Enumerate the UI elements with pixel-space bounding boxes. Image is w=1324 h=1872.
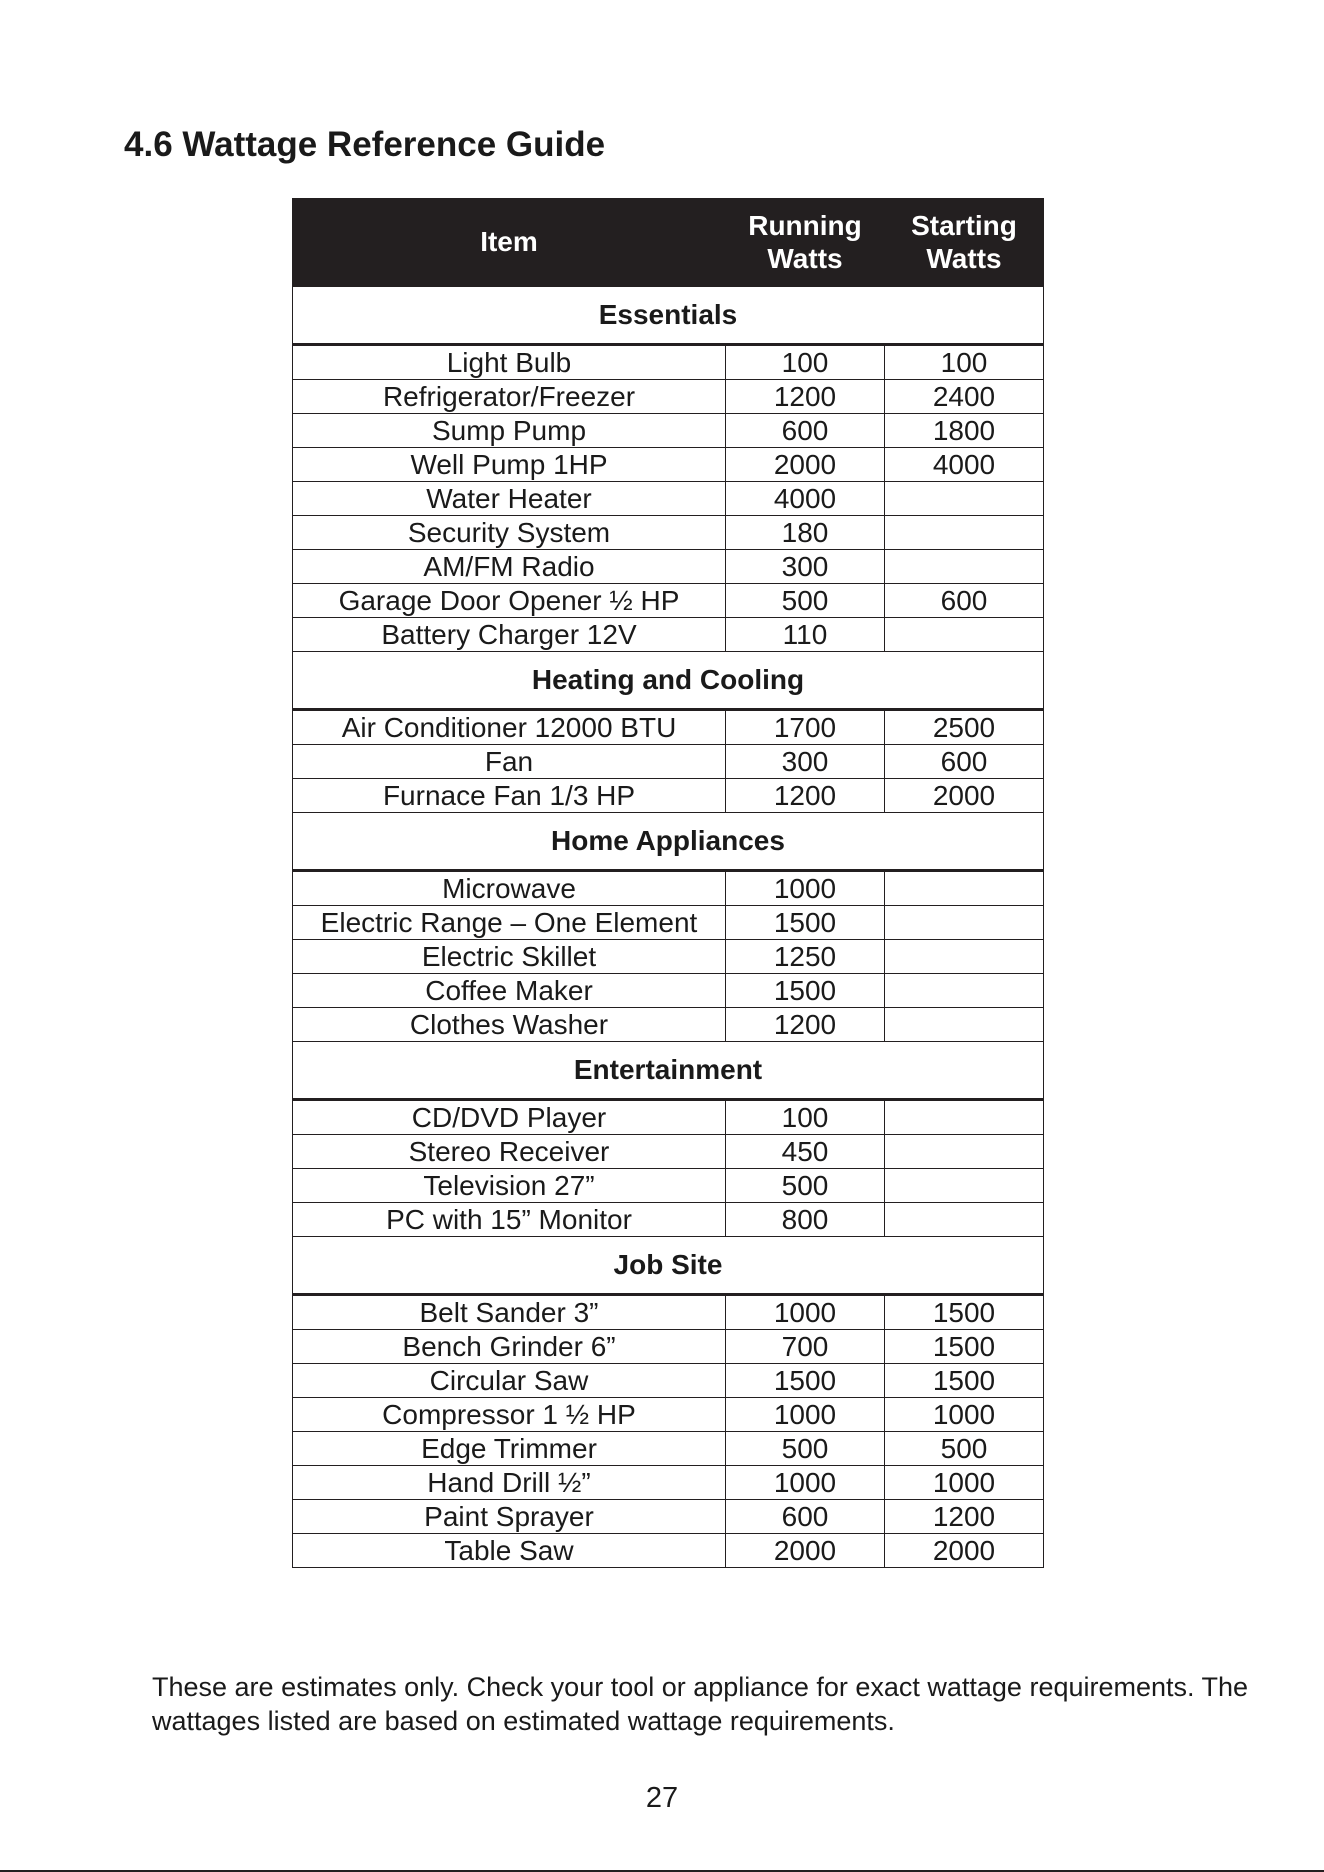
running-watts-cell: 1200 [726, 380, 885, 414]
running-watts-cell: 450 [726, 1135, 885, 1169]
table-row [293, 1100, 1044, 1135]
running-watts-cell: 2000 [726, 448, 885, 482]
page-number: 27 [645, 1782, 679, 1814]
running-watts-cell: 600 [726, 414, 885, 448]
running-watts-cell: 1200 [726, 1008, 885, 1042]
table-row [293, 550, 1044, 584]
table-row [293, 940, 1044, 974]
item-cell: Security System [293, 516, 726, 550]
starting-watts-cell: 500 [885, 1432, 1044, 1466]
item-cell: Battery Charger 12V [293, 618, 726, 652]
header-row [293, 199, 1044, 287]
table-row [293, 1203, 1044, 1237]
table-row [293, 710, 1044, 745]
starting-watts-cell: 2400 [885, 380, 1044, 414]
table-row [293, 1398, 1044, 1432]
running-watts-cell: 1000 [726, 871, 885, 906]
running-watts-cell: 1250 [726, 940, 885, 974]
table-row [293, 414, 1044, 448]
table-row [293, 618, 1044, 652]
starting-watts-cell [885, 871, 1044, 906]
item-cell: Refrigerator/Freezer [293, 380, 726, 414]
table-row [293, 482, 1044, 516]
running-watts-cell: 1500 [726, 974, 885, 1008]
running-watts-cell: 600 [726, 1500, 885, 1534]
item-cell: Light Bulb [293, 345, 726, 380]
starting-watts-cell: 2000 [885, 1534, 1044, 1568]
running-watts-cell: 1000 [726, 1398, 885, 1432]
starting-watts-cell: 1500 [885, 1364, 1044, 1398]
table-row [293, 1330, 1044, 1364]
item-cell: PC with 15” Monitor [293, 1203, 726, 1237]
running-watts-cell: 500 [726, 1169, 885, 1203]
table-row [293, 448, 1044, 482]
table-row [293, 1008, 1044, 1042]
item-cell: Air Conditioner 12000 BTU [293, 710, 726, 745]
section-header-row [293, 287, 1044, 345]
starting-watts-cell [885, 516, 1044, 550]
starting-watts-cell: 1800 [885, 414, 1044, 448]
item-cell: Edge Trimmer [293, 1432, 726, 1466]
table-body [293, 287, 1044, 1568]
running-watts-cell: 1000 [726, 1295, 885, 1330]
starting-watts-cell [885, 1100, 1044, 1135]
item-cell: AM/FM Radio [293, 550, 726, 584]
starting-watts-cell: 1500 [885, 1295, 1044, 1330]
item-cell: Clothes Washer [293, 1008, 726, 1042]
running-watts-cell: 300 [726, 550, 885, 584]
running-watts-cell: 4000 [726, 482, 885, 516]
starting-watts-cell [885, 1008, 1044, 1042]
table-row [293, 906, 1044, 940]
running-watts-cell: 110 [726, 618, 885, 652]
header-starting-line1: Starting [911, 210, 1017, 242]
starting-watts-cell: 4000 [885, 448, 1044, 482]
item-cell: Table Saw [293, 1534, 726, 1568]
running-watts-cell: 300 [726, 745, 885, 779]
starting-watts-cell [885, 974, 1044, 1008]
header-running-line2: Watts [767, 242, 843, 274]
starting-watts-cell: 1500 [885, 1330, 1044, 1364]
starting-watts-cell: 600 [885, 745, 1044, 779]
running-watts-cell: 100 [726, 1100, 885, 1135]
starting-watts-cell: 2000 [885, 779, 1044, 813]
running-watts-cell: 1500 [726, 1364, 885, 1398]
section-header-row [293, 1237, 1044, 1295]
section-header: Job Site [293, 1237, 1044, 1295]
starting-watts-cell: 100 [885, 345, 1044, 380]
item-cell: CD/DVD Player [293, 1100, 726, 1135]
running-watts-cell: 500 [726, 584, 885, 618]
item-cell: Well Pump 1HP [293, 448, 726, 482]
header-starting-watts [885, 199, 1044, 287]
starting-watts-cell [885, 1169, 1044, 1203]
item-cell: Paint Sprayer [293, 1500, 726, 1534]
header-item [293, 199, 726, 287]
starting-watts-cell: 1000 [885, 1466, 1044, 1500]
running-watts-cell: 500 [726, 1432, 885, 1466]
header-item-label: Item [480, 226, 538, 258]
footnote: These are estimates only. Check your tool or appliance for exact wattage requirements. The wattages listed are based on estimated wattage requirements. [152, 1672, 1249, 1736]
starting-watts-cell: 2500 [885, 710, 1044, 745]
item-cell: Sump Pump [293, 414, 726, 448]
starting-watts-cell: 600 [885, 584, 1044, 618]
table-row [293, 745, 1044, 779]
header-running-line1: Running [748, 210, 862, 242]
item-cell: Belt Sander 3” [293, 1295, 726, 1330]
starting-watts-cell [885, 550, 1044, 584]
section-header-row [293, 813, 1044, 871]
item-cell: Water Heater [293, 482, 726, 516]
running-watts-cell: 800 [726, 1203, 885, 1237]
running-watts-cell: 2000 [726, 1534, 885, 1568]
wattage-table-container [292, 198, 1043, 1568]
running-watts-cell: 180 [726, 516, 885, 550]
section-header: Entertainment [293, 1042, 1044, 1100]
running-watts-cell: 1200 [726, 779, 885, 813]
starting-watts-cell [885, 940, 1044, 974]
section-header: Essentials [293, 287, 1044, 345]
item-cell: Electric Skillet [293, 940, 726, 974]
table-row [293, 1534, 1044, 1568]
item-cell: Compressor 1 ½ HP [293, 1398, 726, 1432]
table-row [293, 974, 1044, 1008]
item-cell: Microwave [293, 871, 726, 906]
table-row [293, 1169, 1044, 1203]
section-header: Home Appliances [293, 813, 1044, 871]
item-cell: Stereo Receiver [293, 1135, 726, 1169]
starting-watts-cell: 1200 [885, 1500, 1044, 1534]
section-header-row [293, 652, 1044, 710]
wattage-table [292, 198, 1044, 1568]
item-cell: Garage Door Opener ½ HP [293, 584, 726, 618]
starting-watts-cell [885, 1135, 1044, 1169]
running-watts-cell: 1700 [726, 710, 885, 745]
page-title: 4.6 Wattage Reference Guide [124, 125, 606, 164]
table-row [293, 871, 1044, 906]
table-row [293, 1466, 1044, 1500]
section-header: Heating and Cooling [293, 652, 1044, 710]
table-row [293, 1432, 1044, 1466]
table-header [293, 199, 1044, 287]
starting-watts-cell: 1000 [885, 1398, 1044, 1432]
running-watts-cell: 1500 [726, 906, 885, 940]
item-cell: Television 27” [293, 1169, 726, 1203]
table-row [293, 345, 1044, 380]
item-cell: Fan [293, 745, 726, 779]
table-row [293, 1295, 1044, 1330]
item-cell: Coffee Maker [293, 974, 726, 1008]
header-starting-line2: Watts [926, 242, 1002, 274]
item-cell: Hand Drill ½” [293, 1466, 726, 1500]
table-row [293, 1364, 1044, 1398]
running-watts-cell: 1000 [726, 1466, 885, 1500]
item-cell: Furnace Fan 1/3 HP [293, 779, 726, 813]
running-watts-cell: 700 [726, 1330, 885, 1364]
section-header-row [293, 1042, 1044, 1100]
table-row [293, 1135, 1044, 1169]
header-running-watts [726, 199, 885, 287]
table-row [293, 380, 1044, 414]
item-cell: Electric Range – One Element [293, 906, 726, 940]
starting-watts-cell [885, 482, 1044, 516]
running-watts-cell: 100 [726, 345, 885, 380]
starting-watts-cell [885, 1203, 1044, 1237]
table-row [293, 1500, 1044, 1534]
starting-watts-cell [885, 906, 1044, 940]
item-cell: Circular Saw [293, 1364, 726, 1398]
item-cell: Bench Grinder 6” [293, 1330, 726, 1364]
table-row [293, 779, 1044, 813]
table-row [293, 516, 1044, 550]
starting-watts-cell [885, 618, 1044, 652]
table-row [293, 584, 1044, 618]
